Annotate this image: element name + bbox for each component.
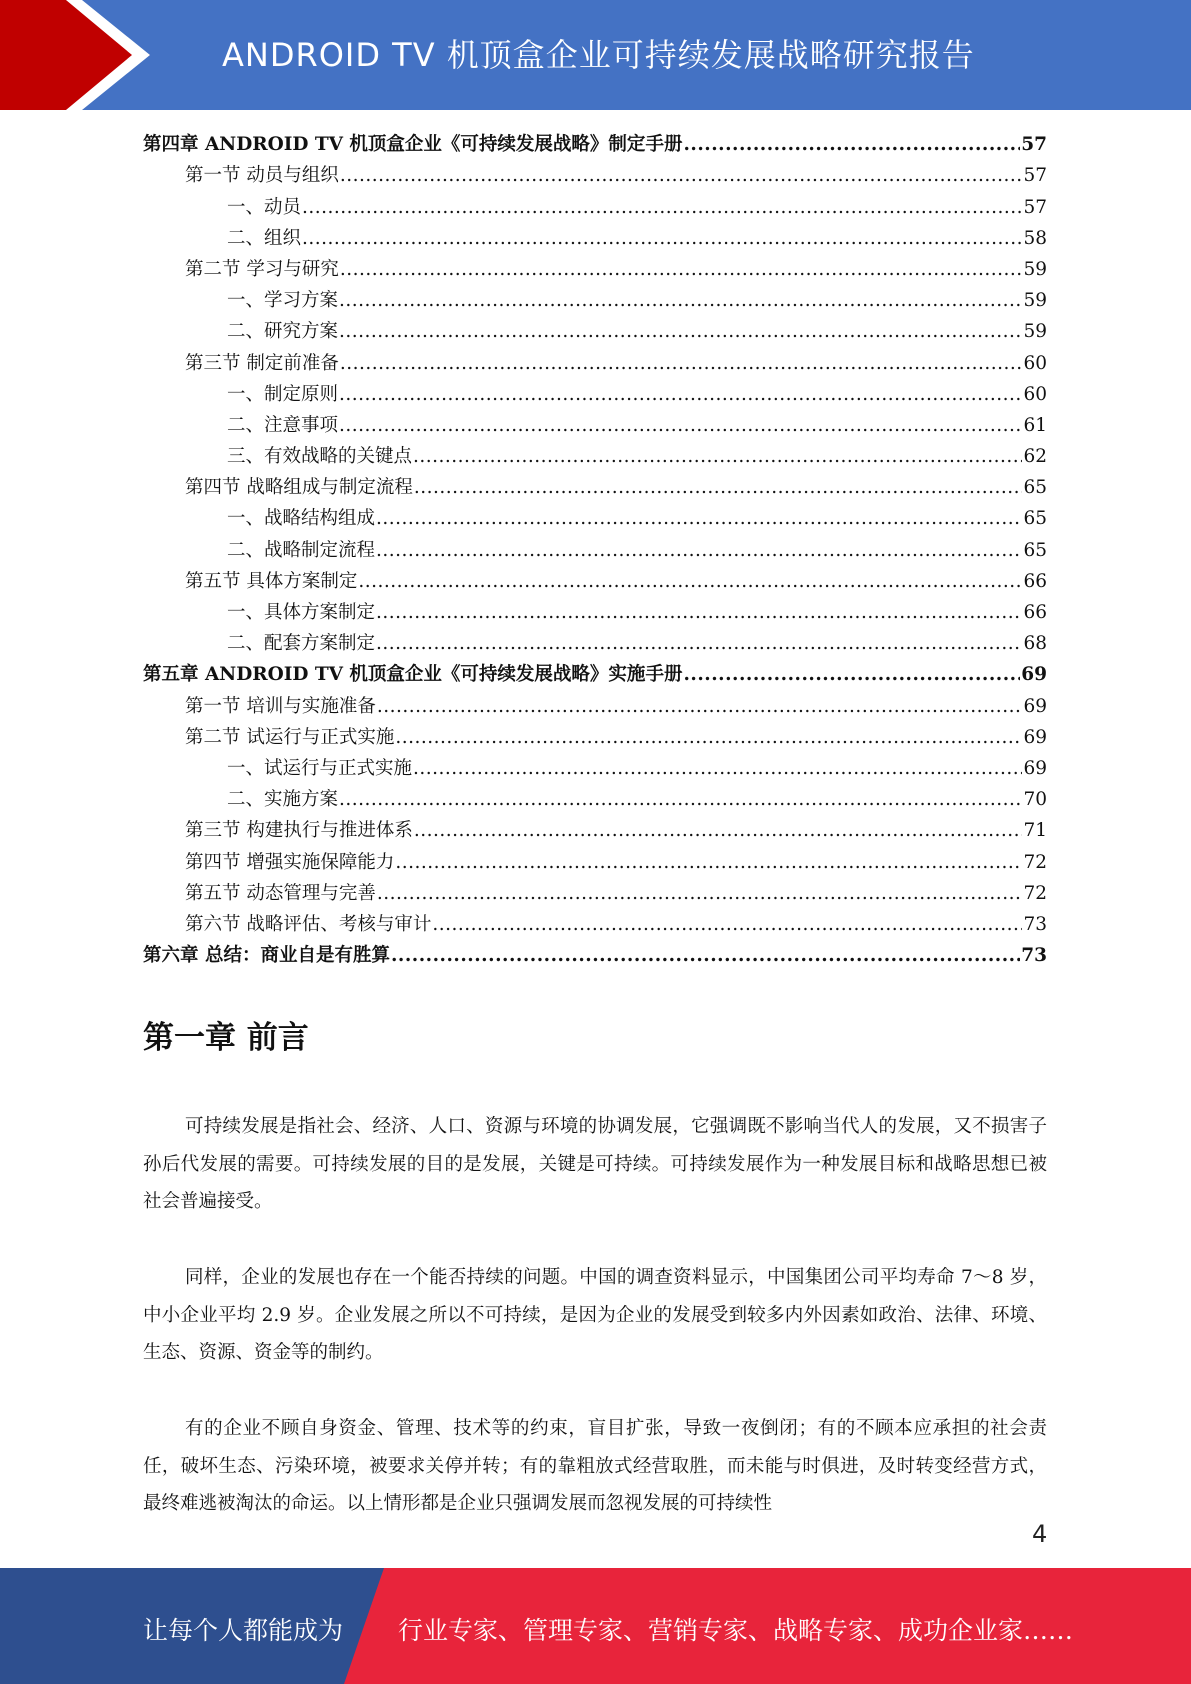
toc-entry-page: 73 <box>1021 945 1047 967</box>
toc-entry[interactable] <box>143 659 1047 690</box>
toc-entry-label: 第三节 构建执行与推进体系 <box>185 820 413 842</box>
toc-entry-page: 60 <box>1023 352 1047 374</box>
toc-entry[interactable] <box>143 628 1047 659</box>
toc-entry[interactable] <box>143 784 1047 815</box>
toc-leader-dots <box>339 285 1022 316</box>
toc-leader-dots <box>302 223 1022 254</box>
toc-entry-label: 第五节 动态管理与完善 <box>185 882 376 904</box>
toc-leader-dots <box>358 566 1022 597</box>
toc-entry-page: 59 <box>1023 321 1047 343</box>
toc-entry-page: 66 <box>1023 602 1047 623</box>
toc-entry[interactable] <box>143 160 1047 191</box>
toc-entry-page: 72 <box>1023 882 1047 904</box>
toc-entry-page: 59 <box>1023 290 1047 312</box>
page-number: 4 <box>1032 1520 1048 1548</box>
toc-leader-dots <box>339 410 1022 441</box>
toc-entry-label: 二、配套方案制定 <box>227 633 376 655</box>
toc-entry-page: 58 <box>1023 227 1047 249</box>
toc-entry-page: 65 <box>1023 477 1047 499</box>
toc-entry-page: 66 <box>1023 570 1047 592</box>
toc-entry[interactable] <box>143 566 1047 597</box>
toc-entry[interactable] <box>143 472 1047 503</box>
toc-entry-page: 57 <box>1023 165 1047 187</box>
toc-leader-dots <box>339 784 1022 815</box>
toc-entry-page: 69 <box>1023 726 1047 748</box>
chapter-heading: 第一章 前言 <box>143 1020 309 1056</box>
body-paragraph-2: 同样，企业的发展也存在一个能否持续的问题。中国的调查资料显示，中国集团公司平均寿命 7～8 岁，中小企业平均 2.9 岁。企业发展之所以不可持续，是因为企业的发展受到较多内外因素如政治、法律、环境、生态、资源、资金等的制约。 <box>143 1267 1047 1363</box>
toc-entry-label: 三、有效战略的关键点 <box>227 446 413 468</box>
toc-entry-page: 69 <box>1023 695 1047 717</box>
toc-leader-dots <box>376 628 1022 659</box>
page-header <box>0 0 1191 110</box>
toc-entry-page: 61 <box>1023 414 1047 436</box>
toc-leader-dots <box>414 472 1023 503</box>
toc-entry[interactable] <box>143 223 1047 254</box>
toc-entry-label: 第五节 具体方案制定 <box>185 570 358 592</box>
toc-entry[interactable] <box>143 940 1047 971</box>
toc-entry[interactable] <box>143 534 1047 565</box>
table-of-contents <box>143 129 1047 971</box>
toc-entry[interactable] <box>143 191 1047 222</box>
toc-entry-page: 57 <box>1021 134 1047 156</box>
toc-entry-page: 73 <box>1023 913 1047 935</box>
toc-entry[interactable] <box>143 129 1047 160</box>
toc-entry-page: 59 <box>1023 258 1047 280</box>
toc-entry[interactable] <box>143 878 1047 909</box>
toc-entry-label: 二、战略制定流程 <box>227 539 376 561</box>
toc-leader-dots <box>413 753 1022 784</box>
toc-entry-label: 第四章 ANDROID TV 机顶盒企业《可持续发展战略》制定手册 <box>143 134 683 156</box>
toc-leader-dots <box>391 940 1020 971</box>
toc-entry-page: 72 <box>1023 851 1047 873</box>
toc-entry-label: 第一节 动员与组织 <box>185 165 339 187</box>
report-title: ANDROID TV 机顶盒企业可持续发展战略研究报告 <box>222 36 975 74</box>
toc-leader-dots <box>340 254 1023 285</box>
toc-entry[interactable] <box>143 379 1047 410</box>
toc-entry-label: 一、战略结构组成 <box>227 508 376 530</box>
toc-leader-dots <box>376 597 1022 628</box>
toc-leader-dots <box>377 691 1023 722</box>
toc-entry-page: 71 <box>1023 820 1047 842</box>
toc-entry-label: 第一节 培训与实施准备 <box>185 695 376 717</box>
body-paragraph-3: 有的企业不顾自身资金、管理、技术等的约束，盲目扩张，导致一夜倒闭；有的不顾本应承担的社会责任，破坏生态、污染环境，被要求关停并转；有的靠粗放式经营取胜，而未能与时俱进，及时转变经营方式，最终难逃被淘汰的命运。以上情形都是企业只强调发展而忽视发展的可持续性 <box>143 1418 1047 1514</box>
toc-entry[interactable] <box>143 846 1047 877</box>
toc-entry[interactable] <box>143 753 1047 784</box>
footer-slogan-right: 行业专家、管理专家、营销专家、战略专家、成功企业家…… <box>398 1616 1074 1645</box>
toc-leader-dots <box>376 503 1022 534</box>
toc-entry[interactable] <box>143 597 1047 628</box>
toc-leader-dots <box>395 847 1022 878</box>
toc-leader-dots <box>432 909 1022 940</box>
toc-entry-label: 二、实施方案 <box>227 789 339 811</box>
toc-entry[interactable] <box>143 690 1047 721</box>
toc-entry-label: 第六章 总结：商业自是有胜算 <box>143 945 390 967</box>
toc-entry-label: 一、动员 <box>227 196 302 218</box>
toc-entry-page: 65 <box>1023 539 1047 561</box>
toc-entry-page: 57 <box>1023 196 1047 218</box>
toc-leader-dots <box>377 878 1023 909</box>
toc-entry-label: 二、研究方案 <box>227 321 339 343</box>
toc-entry-label: 二、注意事项 <box>227 414 339 436</box>
toc-entry[interactable] <box>143 815 1047 846</box>
toc-leader-dots <box>395 722 1022 753</box>
toc-leader-dots <box>414 815 1023 846</box>
toc-entry-page: 62 <box>1023 446 1047 468</box>
toc-entry-page: 60 <box>1023 383 1047 405</box>
toc-entry-page: 68 <box>1023 633 1047 655</box>
toc-leader-dots <box>302 192 1022 223</box>
toc-entry[interactable] <box>143 347 1047 378</box>
page-footer <box>0 1568 1191 1684</box>
toc-entry-label: 一、试运行与正式实施 <box>227 757 413 779</box>
body-paragraph-1: 可持续发展是指社会、经济、人口、资源与环境的协调发展，它强调既不影响当代人的发展，又不损害子孙后代发展的需要。可持续发展的目的是发展，关键是可持续。可持续发展作为一种发展目标和战略思想已被社会普遍接受。 <box>143 1116 1047 1212</box>
toc-leader-dots <box>376 535 1022 566</box>
toc-entry-label: 一、具体方案制定 <box>227 602 376 623</box>
toc-entry[interactable] <box>143 410 1047 441</box>
toc-entry-label: 第三节 制定前准备 <box>185 352 339 374</box>
toc-leader-dots <box>339 316 1022 347</box>
toc-entry-label: 第四节 增强实施保障能力 <box>185 851 395 873</box>
toc-entry[interactable] <box>143 909 1047 940</box>
toc-leader-dots <box>339 379 1022 410</box>
toc-entry[interactable] <box>143 722 1047 753</box>
toc-entry-label: 一、制定原则 <box>227 383 339 405</box>
toc-entry-label: 二、组织 <box>227 227 302 249</box>
toc-entry-label: 第四节 战略组成与制定流程 <box>185 477 413 499</box>
toc-entry[interactable] <box>143 254 1047 285</box>
toc-entry[interactable] <box>143 316 1047 347</box>
footer-slogan-left: 让每个人都能成为 <box>143 1616 344 1645</box>
toc-entry-page: 70 <box>1023 789 1047 811</box>
toc-leader-dots <box>683 659 1020 690</box>
toc-entry-page: 65 <box>1023 508 1047 530</box>
header-red-arrow <box>0 0 150 110</box>
toc-entry-page: 69 <box>1023 757 1047 779</box>
toc-entry[interactable] <box>143 503 1047 534</box>
toc-entry-label: 第二节 学习与研究 <box>185 258 339 280</box>
toc-leader-dots <box>683 129 1020 160</box>
toc-entry[interactable] <box>143 285 1047 316</box>
toc-entry-page: 69 <box>1021 664 1047 686</box>
toc-entry-label: 第六节 战略评估、考核与审计 <box>185 913 432 935</box>
toc-leader-dots <box>340 160 1023 191</box>
toc-leader-dots <box>413 441 1022 472</box>
toc-entry-label: 一、学习方案 <box>227 290 339 312</box>
toc-entry[interactable] <box>143 441 1047 472</box>
toc-leader-dots <box>340 348 1023 379</box>
toc-entry-label: 第五章 ANDROID TV 机顶盒企业《可持续发展战略》实施手册 <box>143 664 683 686</box>
toc-entry-label: 第二节 试运行与正式实施 <box>185 726 395 748</box>
